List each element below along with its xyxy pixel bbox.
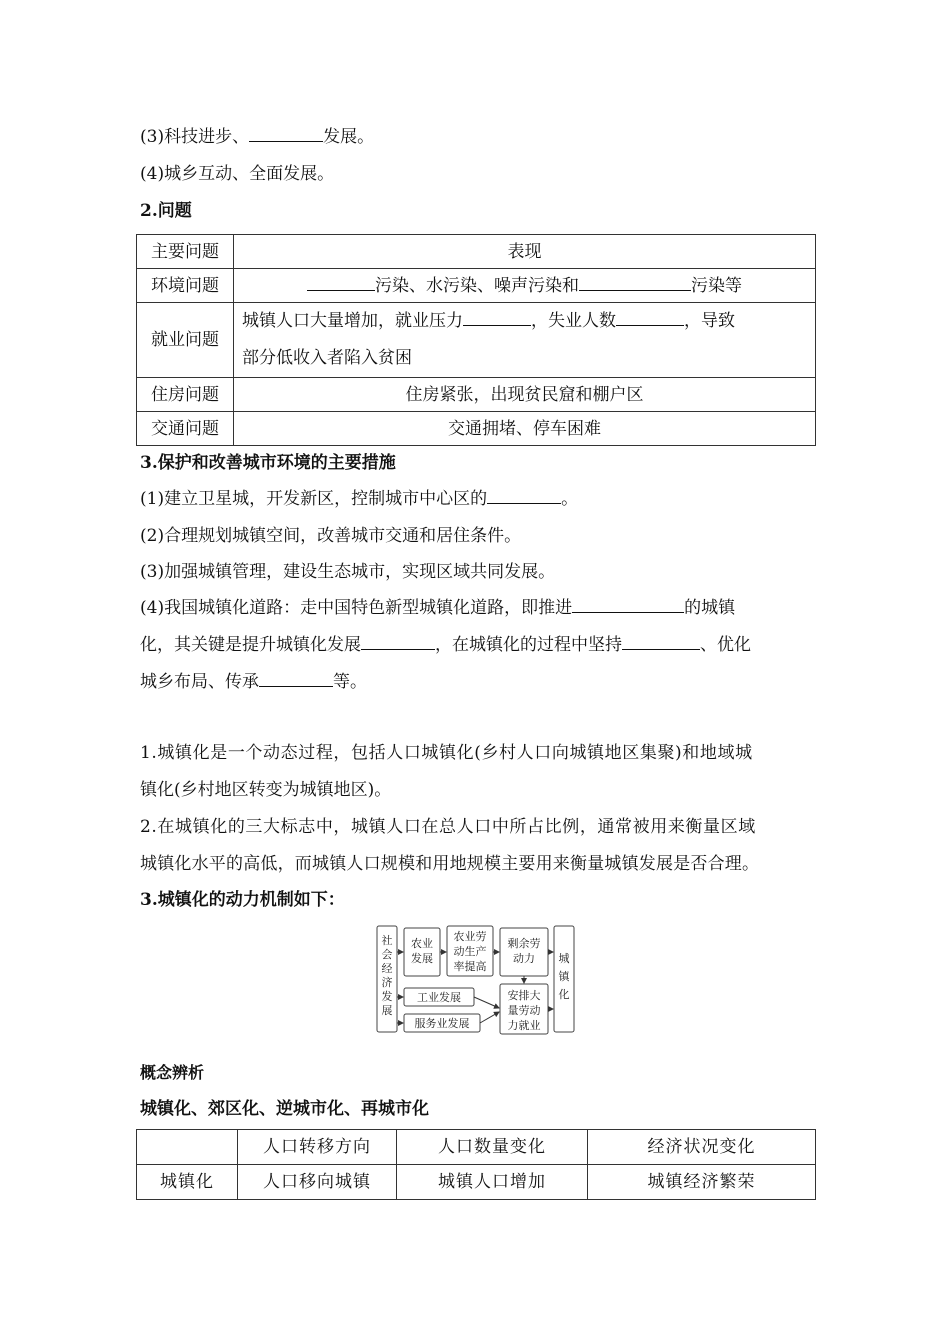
row-content: 住房紧张，出现贫民窟和棚户区 [234,378,816,412]
diagram-label: 服务业发展 [414,1017,470,1030]
diagram-label: 经 [381,962,393,975]
diagram-label: 济 [381,976,393,989]
item-4-urban-rural: (4)城乡互动、全面发展。 [140,164,335,184]
row-content: 污染、水污染、噪声污染和 污染等 [234,269,816,303]
arrow [474,997,499,1008]
section-3-title: 3.保护和改善城市环境的主要措施 [140,453,396,473]
measure-2: (2)合理规划城镇空间，改善城市交通和居住条件。 [140,526,522,546]
row-label: 环境问题 [137,269,234,303]
arrow [480,1012,499,1023]
header-cell [137,1130,238,1165]
urbanization-mechanism-diagram [376,922,578,1036]
table-row [137,378,816,412]
fill-blank[interactable] [616,311,684,326]
table-cell: 城镇经济繁荣 [588,1165,816,1200]
concept-heading: 概念辨析 [140,1063,205,1082]
header-cell: 经济状况变化 [588,1130,816,1165]
table-header-row [137,1130,816,1165]
table-row [137,303,816,378]
row-label: 住房问题 [137,378,234,412]
table-header-row [137,235,816,269]
diagram-label: 工业发展 [417,991,461,1004]
fill-blank[interactable] [579,276,691,291]
table-row [137,412,816,446]
section-2-title: 2.问题 [140,201,192,221]
content-line: 城镇人口大量增加，就业压力 ，失业人数 ，导致 [242,311,735,331]
diagram-label: 剩余劳 [507,937,541,950]
diagram-label: 农业 [411,937,433,950]
table-row [137,269,816,303]
diagram-label: 会 [381,948,393,961]
note-3-title: 3.城镇化的动力机制如下： [140,890,345,910]
fill-blank[interactable] [249,127,323,142]
content-line: 部分低收入者陷入贫困 [242,348,412,368]
fill-blank[interactable] [259,672,333,687]
fill-blank[interactable] [572,598,684,613]
problems-table [136,234,816,446]
diagram-label: 动力 [513,952,535,965]
note-1-line-1: 1.城镇化是一个动态过程，包括人口城镇化(乡村人口向城镇地区集聚)和地域城 [140,743,753,763]
header-cell: 人口转移方向 [238,1130,397,1165]
diagram-label: 发 [381,990,393,1003]
header-cell: 主要问题 [137,235,234,269]
measure-4-line-2: 化，其关键是提升城镇化发展 ，在城镇化的过程中坚持 、优化 [140,635,751,655]
header-cell: 表现 [234,235,816,269]
table-cell: 城镇化 [137,1165,238,1200]
diagram-label: 城 [558,952,570,965]
measure-4-line-3: 城乡布局、传承 等。 [140,672,367,692]
fill-blank[interactable] [622,635,700,650]
header-cell: 人口数量变化 [397,1130,588,1165]
table-cell: 人口移向城镇 [238,1165,397,1200]
table-row [137,1165,816,1200]
row-content [234,303,816,378]
fill-blank[interactable] [307,276,375,291]
diagram-label: 发展 [411,952,433,965]
row-label: 就业问题 [137,303,234,378]
measure-4-line-1: (4)我国城镇化道路：走中国特色新型城镇化道路，即推进 的城镇 [140,598,736,618]
fill-blank[interactable] [463,311,531,326]
diagram-label: 率提高 [453,960,487,973]
diagram-label: 镇 [558,970,570,983]
fill-blank[interactable] [487,489,561,504]
diagram-label: 展 [381,1004,393,1017]
diagram-label: 社 [381,934,393,947]
table-cell: 城镇人口增加 [397,1165,588,1200]
note-1-line-2: 镇化(乡村地区转变为城镇地区)。 [140,780,392,800]
diagram-label: 农业劳 [453,930,487,943]
concept-table [136,1129,816,1200]
diagram-label: 化 [558,988,570,1001]
diagram-label: 量劳动 [507,1004,541,1017]
item-3-tech: (3)科技进步、 发展。 [140,127,375,147]
measure-3: (3)加强城镇管理，建设生态城市，实现区域共同发展。 [140,562,556,582]
diagram-label: 力就业 [507,1019,541,1032]
note-2-line-2: 城镇化水平的高低，而城镇人口规模和用地规模主要用来衡量城镇发展是否合理。 [140,854,760,874]
row-label: 交通问题 [137,412,234,446]
note-2-line-1: 2.在城镇化的三大标志中，城镇人口在总人口中所占比例，通常被用来衡量区域 [140,817,756,837]
concept-subheading: 城镇化、郊区化、逆城市化、再城市化 [140,1099,429,1119]
measure-1: (1)建立卫星城，开发新区，控制城市中心区的 。 [140,489,579,509]
diagram-label: 安排大 [507,989,541,1002]
row-content: 交通拥堵、停车困难 [234,412,816,446]
diagram-label: 动生产 [453,945,487,958]
fill-blank[interactable] [361,635,435,650]
